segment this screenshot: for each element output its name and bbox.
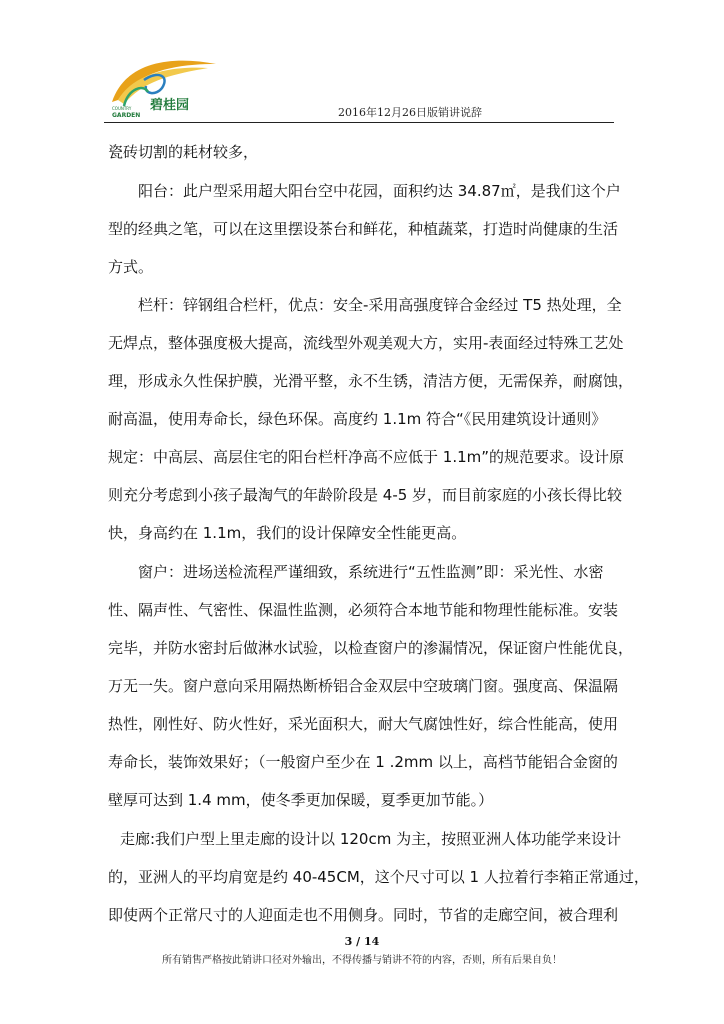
text-line: 瓷砖切割的耗材较多，: [108, 143, 259, 161]
text-line: 完毕，并防水密封后做淋水试验，以检查窗户的渗漏情况，保证窗户性能优良，: [108, 639, 634, 657]
text-line: 则充分考虑到小孩子最淘气的年龄阶段是 4-5 岁，而目前家庭的小孩长得比较: [108, 486, 623, 504]
logo-en-small-text: COUNTRY: [112, 106, 132, 111]
header-divider: [104, 122, 614, 123]
header-date-title: 2016年12月26日版销讲说辞: [338, 106, 482, 119]
text-line: 栏杆：锌钢组合栏杆，优点：安全-采用高强度锌合金经过 T5 热处理，全: [138, 296, 622, 314]
text-line: 耐高温，使用寿命长，绿色环保。高度约 1.1m 符合“《民用建筑设计通则》: [108, 410, 607, 428]
text-line: 无焊点，整体强度极大提高，流线型外观美观大方，实用-表面经过特殊工艺处: [108, 334, 624, 352]
logo-en-big-text: GARDEN: [112, 112, 141, 119]
text-line: 寿命长，装饰效果好；（一般窗户至少在 1 .2mm 以上，高档节能铝合金窗的: [108, 753, 618, 771]
logo-cn-text: 碧桂园: [150, 98, 190, 113]
text-line: 窗户：进场送检流程严谨细致，系统进行“五性监测”即：采光性、水密: [138, 563, 604, 581]
text-line: 性、隔声性、气密性、保温性监测，必须符合本地节能和物理性能标准。安装: [108, 601, 619, 619]
text-line: 理，形成永久性保护膜，光滑平整，永不生锈，清洁方便，无需保养，耐腐蚀，: [108, 372, 634, 390]
text-line: 壁厚可达到 1.4 mm，使冬季更加保暖，夏季更加节能。）: [108, 791, 494, 809]
page-number: 3 / 14: [344, 935, 380, 948]
text-line: 万无一失。窗户意向采用隔热断桥铝合金双层中空玻璃门窗。强度高、保温隔: [108, 677, 619, 695]
footer-disclaimer: 所有销售严格按此销讲口径对外输出，不得传播与销讲不符的内容，否则，所有后果自负！: [162, 955, 562, 966]
text-line: 阳台：此户型采用超大阳台空中花园，面积约达 34.87㎡，是我们这个户: [138, 182, 621, 200]
text-line: 方式。: [108, 258, 154, 276]
text-line: 规定：中高层、高层住宅的阳台栏杆净高不应低于 1.1m”的规范要求。设计原: [108, 448, 625, 466]
text-line: 的，亚洲人的平均肩宽是约 40-45CM，这个尺寸可以 1 人拉着行李箱正常通过，: [108, 868, 649, 886]
text-line: 即使两个正常尺寸的人迎面走也不用侧身。同时，节省的走廊空间，被合理利: [108, 906, 619, 924]
text-line: 走廊:我们户型上里走廊的设计以 120cm 为主，按照亚洲人体功能学来设计: [120, 830, 622, 848]
text-line: 型的经典之笔，可以在这里摆设茶台和鲜花，种植蔬菜，打造时尚健康的生活: [108, 220, 619, 238]
text-line: 快，身高约在 1.1m，我们的设计保障安全性能更高。: [108, 524, 467, 542]
text-line: 热性，刚性好、防火性好，采光面积大，耐大气腐蚀性好，综合性能高，使用: [108, 715, 619, 733]
country-garden-logo: [104, 58, 244, 120]
